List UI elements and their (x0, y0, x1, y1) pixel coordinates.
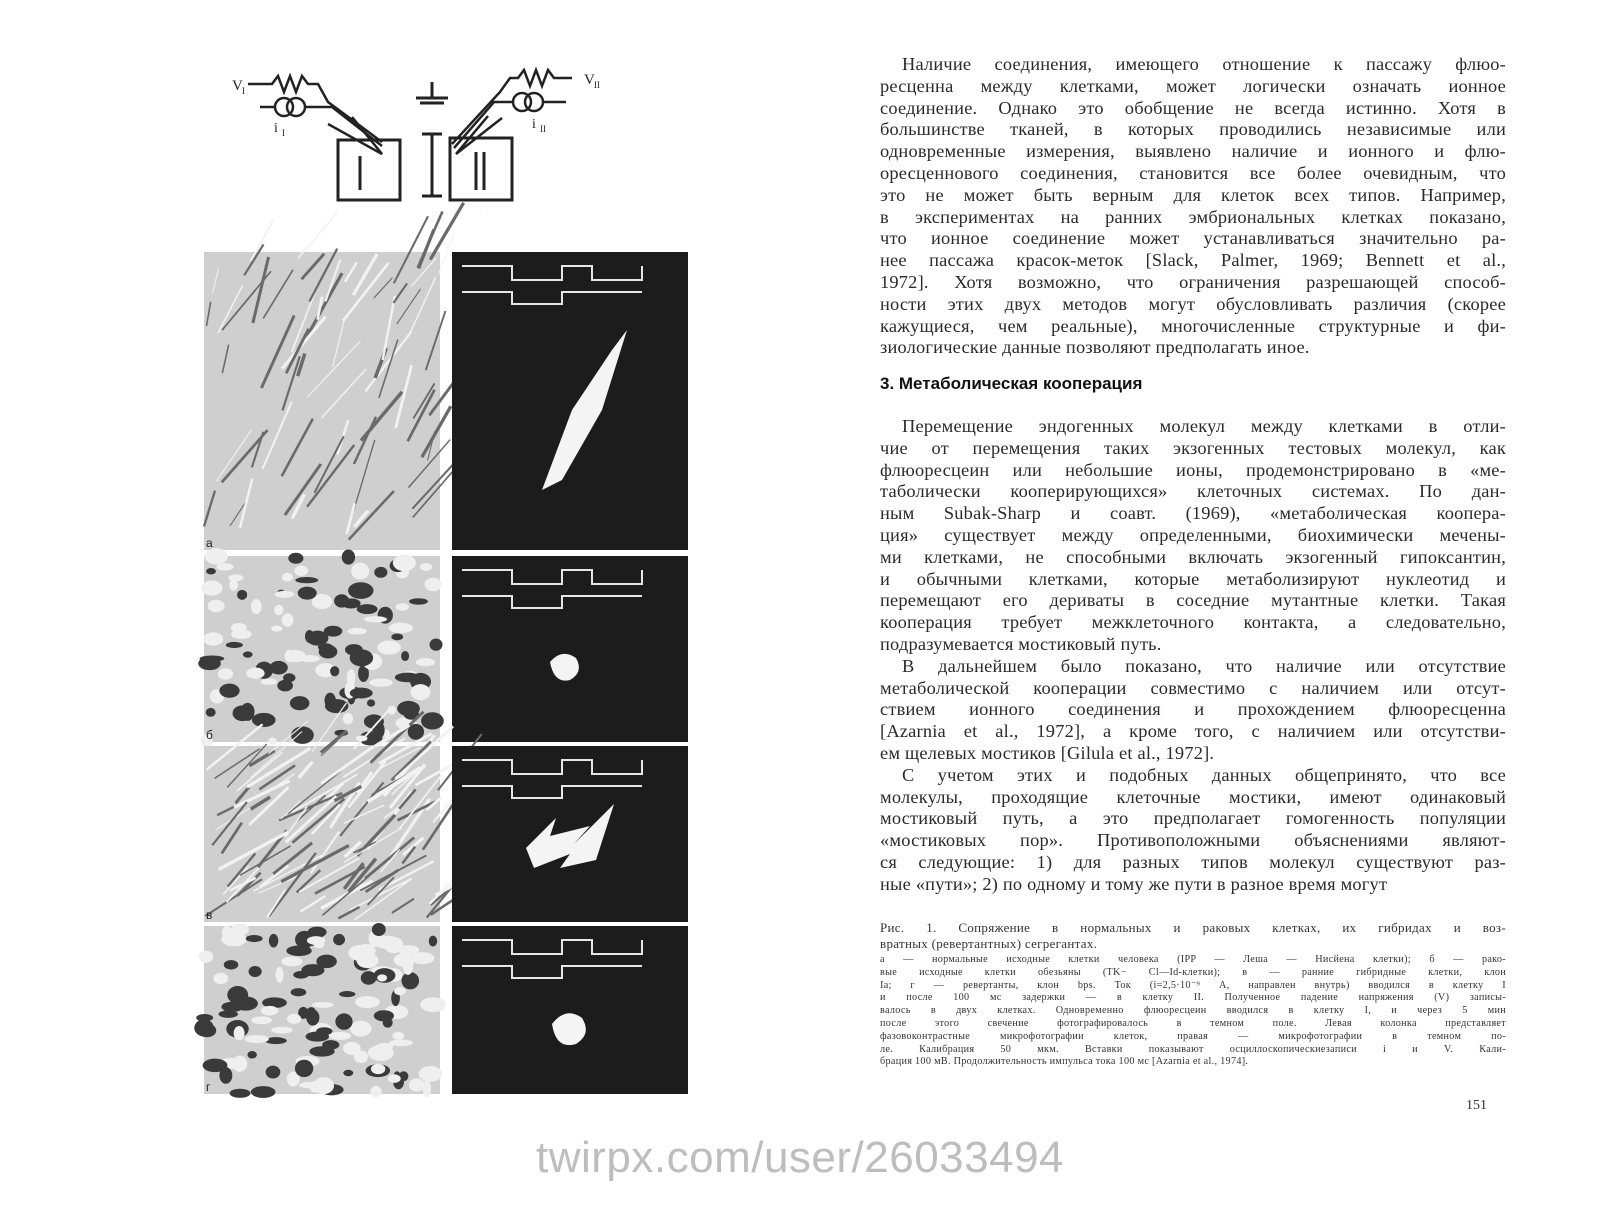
text-line: В дальнейшем было показано, что наличие или отсутствие (902, 655, 1506, 676)
text-line: ми клетками, не способными включать экзогенный гипоксантин, (880, 546, 1506, 567)
v2-sub: II (594, 80, 600, 90)
panel-letter: в (206, 908, 213, 922)
cell-ii-label: II (480, 212, 481, 213)
text-line: ности этих двух методов могут обусловливать различия (скорее (880, 293, 1506, 314)
caption-body-line: после этого свечение фотографировалось в темном поле. Левая колонка представляет (880, 1017, 1506, 1029)
text-line: [Azarnia et al., 1972], а кроме того, с наличием или отсутстви- (880, 721, 1506, 742)
caption-title (880, 920, 1506, 951)
text-line: ся следующие: 1) для разных типов молекул существуют раз- (880, 851, 1506, 872)
current-source-right-b (525, 93, 543, 111)
paragraph-1 (880, 54, 1506, 359)
text-line: ствием ионного соединения и прохождением флюоресценна (880, 699, 1506, 720)
caption-body-line: и после 100 мс задержки — в клетку II. Полученное падение напряжения (V) записы- (880, 992, 1506, 1004)
paragraph-2 (880, 416, 1506, 896)
text-line: одновременные измерения, выявлено наличие и ионного и флю- (880, 141, 1506, 162)
caption-body-line: фазовоконтрастные микрофотографии клеток, правая — микрофотографии в темном по- (880, 1030, 1506, 1042)
electrode-right (456, 116, 502, 154)
caption-body-line: вые исходные клетки обезьяны (TK− Cl—Id-клетки); в — ранние гибридные клетки, клон (880, 966, 1506, 978)
i1-label: i (274, 121, 278, 136)
cell-i-box (338, 140, 400, 200)
page-number: 151 (1466, 1098, 1487, 1113)
caption-body-line: брация 100 мВ. Продолжительность импульса тока 100 мс [Azarnia et al., 1974]. (880, 1056, 1249, 1068)
text-line: соединение. Однако это обобщение не всегда истинно. Хотя в (880, 97, 1506, 118)
para1-text (880, 54, 1506, 359)
caption-body-line: Ia; г — ревертанты, клон bps. Ток (i=2,5·10⁻⁹ А, направлен внутрь) вводился в клетку I (880, 979, 1506, 991)
text-line: ем щелевых мостиков [Gilula et al., 1972]. (880, 742, 1215, 763)
text-line: ные «пути»; 2) по одному и тому же пути в разное время могут (880, 873, 1388, 894)
text-line: зиологические данные позволяют предполагать иное. (880, 337, 1310, 358)
current-source-left-b (287, 98, 305, 116)
caption-body-line: ле. Калибрация 50 мкм. Вставки показывают осциллоскопическиезаписи i и V. Кали- (880, 1043, 1506, 1055)
text-line: 1972]. Хотя возможно, что ограничения разрешающей способ- (880, 271, 1506, 292)
text-line: ресценна между клетками, может логически означать ионное (880, 75, 1506, 96)
panel-letter: а (206, 536, 213, 550)
caption-title-line: вратных (ревертантных) сегрегантах. (880, 935, 1098, 951)
text-line: «мостиковых пор». Противоположными объяснениями являют- (880, 830, 1506, 851)
resistor-right (452, 70, 572, 144)
cell-junction (422, 134, 442, 196)
cell-i-label: I (360, 212, 361, 213)
para3-text (880, 656, 1506, 765)
phase-contrast-micrograph-3 (204, 746, 440, 922)
darkfield-micrograph-1 (452, 252, 688, 550)
text-line: большинстве тканей, в которых проводились независимые или (880, 119, 1506, 140)
phase-contrast-micrograph-4 (204, 926, 440, 1094)
i1-sub: I (282, 128, 285, 138)
text-line: кажущиеся, чем реальные), многочисленные структурные и фи- (880, 315, 1506, 336)
text-line: кооперация требует межклеточного контакта, а следовательно, (880, 612, 1506, 633)
text-line: молекулы, проходящие клеточные мостики, имеют одинаковый (880, 786, 1506, 807)
para2-text (880, 416, 1506, 656)
micrograph-grid (204, 252, 688, 1094)
text-line: подразумевается мостиковый путь. (880, 633, 1162, 654)
electrode-schematic (232, 62, 622, 212)
ground-symbol (416, 82, 448, 103)
text-line: Наличие соединения, имеющего отношение к пассажу флюо- (902, 54, 1506, 74)
bridge-label: I (432, 212, 433, 213)
figure-caption (880, 920, 1506, 1069)
darkfield-micrograph-2 (452, 556, 688, 742)
section-heading: 3. Метаболическая кооперация (880, 374, 1143, 393)
caption-body-line: валось в двух клетках. Одновременно флюоресцеин вводился в клетку I, и через 5 мин (880, 1005, 1506, 1017)
para4-text (880, 765, 1506, 896)
text-line: мостиковый путь, а это предполагает гомогенность популяции (880, 808, 1506, 829)
panel-letter: б (206, 728, 213, 742)
cell-ii-box (450, 138, 512, 200)
caption-body-line: а — нормальные исходные клетки человека (IPP — Леша — Нисйена клетки); б — рако- (880, 954, 1506, 965)
v1-label: V (232, 78, 243, 94)
text-line: чие от перемещения таких экзогенных тестовых молекул, как (880, 437, 1506, 458)
text-line: таболически кооперирующихся» клеточных системах. По дан- (880, 481, 1506, 502)
text-line: ным Subak-Sharp и соавт. (1969), «метаболическая коопера- (880, 503, 1506, 524)
darkfield-micrograph-3 (452, 746, 688, 922)
text-line: флюоресцеин или небольшие ионы, продемонстрировано в «ме- (880, 459, 1506, 480)
text-line: Перемещение эндогенных молекул между клетками в отли- (902, 416, 1506, 436)
text-line: это не может быть верным для клеток всех типов. Например, (880, 184, 1506, 205)
text-line: метаболической кооперации совместимо с наличием или отсут- (880, 677, 1506, 698)
phase-contrast-micrograph-1 (204, 252, 440, 550)
resistor-left (248, 76, 382, 142)
v2-label: V (584, 72, 595, 88)
phase-contrast-micrograph-2 (204, 556, 440, 742)
v1-sub: I (242, 86, 245, 96)
text-line: нее пассажа красок-меток [Slack, Palmer, 1969; Bennett et al., (880, 250, 1506, 271)
watermark: twirpx.com/user/26033494 (535, 1133, 1065, 1182)
darkfield-micrograph-4 (452, 926, 688, 1094)
panel-letter: г (206, 1080, 211, 1094)
text-line: и обычными клетками, которые метаболизируют нуклеотид и (880, 568, 1506, 589)
text-line: С учетом этих и подобных данных общепринято, что все (902, 764, 1506, 785)
text-line: перемещают его дериваты в соседние мутантные клетки. Такая (880, 590, 1506, 611)
text-line: что ионное соединение может устанавливаться значительно ра- (880, 228, 1506, 249)
text-line: ция» существует между определенными, биохимически мечены- (880, 524, 1506, 545)
caption-title-line: Рис. 1. Сопряжение в нормальных и раковых клетках, их гибридах и воз- (880, 920, 1506, 935)
text-line: оресценнового соединения, становится все более очевидным, что (880, 162, 1506, 183)
text-line: в экспериментах на ранних эмбриональных клетках показано, (880, 206, 1506, 227)
i2-sub: II (540, 124, 546, 134)
caption-body (880, 954, 1506, 1069)
i2-label: i (532, 117, 536, 132)
